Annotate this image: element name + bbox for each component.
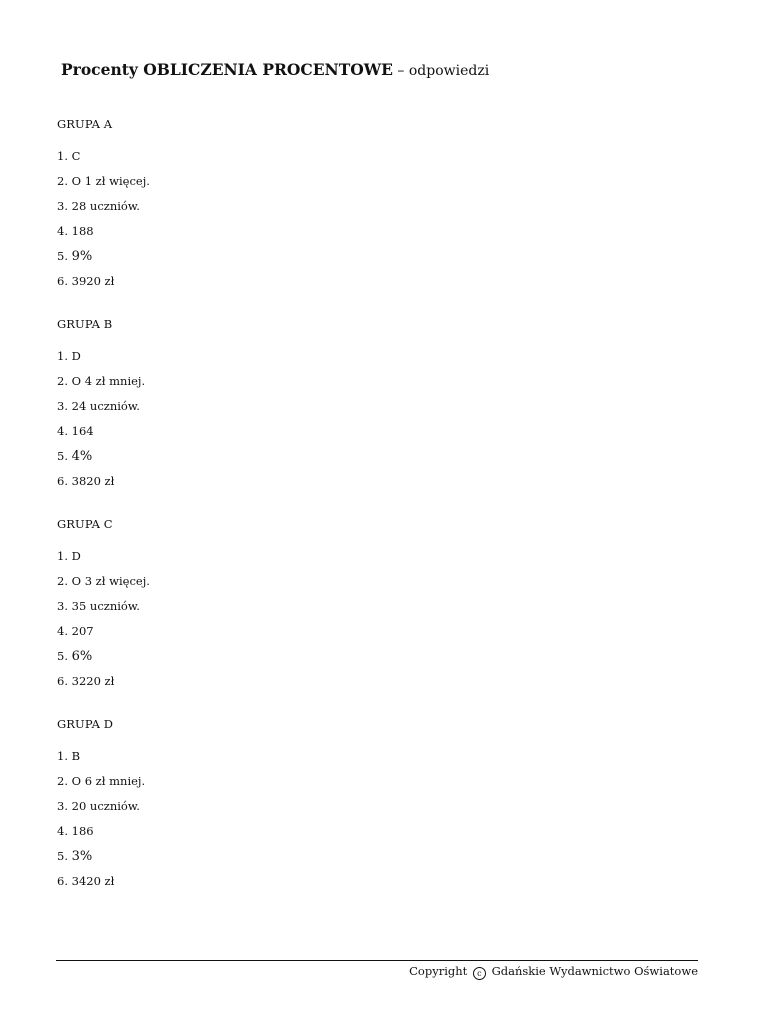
answer-item: 5. 9% xyxy=(57,249,93,264)
group-c xyxy=(57,517,657,699)
answer-item: 3. 20 uczniów. xyxy=(57,799,140,813)
publisher-name: Gdańskie Wydawnictwo Oświatowe xyxy=(491,964,698,978)
title-suffix: odpowiedzi xyxy=(408,63,490,79)
answer-item: 3. 24 uczniów. xyxy=(57,399,140,413)
copyright-icon: c xyxy=(473,967,486,980)
title-main: Procenty OBLICZENIA PROCENTOWE xyxy=(61,60,393,79)
page-title xyxy=(61,60,489,81)
answer-item: 1. B xyxy=(57,749,81,763)
percent-value: 4% xyxy=(71,449,93,464)
answer-list xyxy=(57,149,657,299)
group-a xyxy=(57,117,657,299)
answer-item: 2. O 6 zł mniej. xyxy=(57,774,146,788)
answer-item: 3. 28 uczniów. xyxy=(57,199,140,213)
answer-item: 6. 3220 zł xyxy=(57,674,115,688)
answer-item: 1. D xyxy=(57,549,81,563)
group-heading: GRUPA C xyxy=(57,517,113,531)
answer-item: 6. 3820 zł xyxy=(57,474,115,488)
answer-item: 4. 188 xyxy=(57,224,94,238)
answer-item: 5. 4% xyxy=(57,449,93,464)
answer-list xyxy=(57,749,657,899)
group-d xyxy=(57,717,657,899)
answer-item: 4. 186 xyxy=(57,824,94,838)
answer-list xyxy=(57,549,657,699)
answer-item: 1. D xyxy=(57,349,81,363)
percent-value: 3% xyxy=(71,849,93,864)
percent-value: 9% xyxy=(71,249,93,264)
group-heading: GRUPA A xyxy=(57,117,113,131)
percent-value: 6% xyxy=(71,649,93,664)
answer-item: 5. 3% xyxy=(57,849,93,864)
answer-item: 4. 164 xyxy=(57,424,94,438)
answer-item: 2. O 1 zł więcej. xyxy=(57,174,150,188)
answer-list xyxy=(57,349,657,499)
copyright-footer xyxy=(409,964,698,980)
copyright-label: Copyright xyxy=(409,964,468,978)
answer-item: 2. O 4 zł mniej. xyxy=(57,374,146,388)
answer-item: 6. 3420 zł xyxy=(57,874,115,888)
answer-item: 4. 207 xyxy=(57,624,94,638)
footer-divider xyxy=(56,960,698,961)
title-dash: – xyxy=(392,63,409,79)
group-heading: GRUPA D xyxy=(57,717,114,731)
answer-item: 2. O 3 zł więcej. xyxy=(57,574,150,588)
group-heading: GRUPA B xyxy=(57,317,113,331)
answer-item: 3. 35 uczniów. xyxy=(57,599,140,613)
answer-item: 1. C xyxy=(57,149,81,163)
answer-item: 5. 6% xyxy=(57,649,93,664)
group-b xyxy=(57,317,657,499)
answer-item: 6. 3920 zł xyxy=(57,274,115,288)
